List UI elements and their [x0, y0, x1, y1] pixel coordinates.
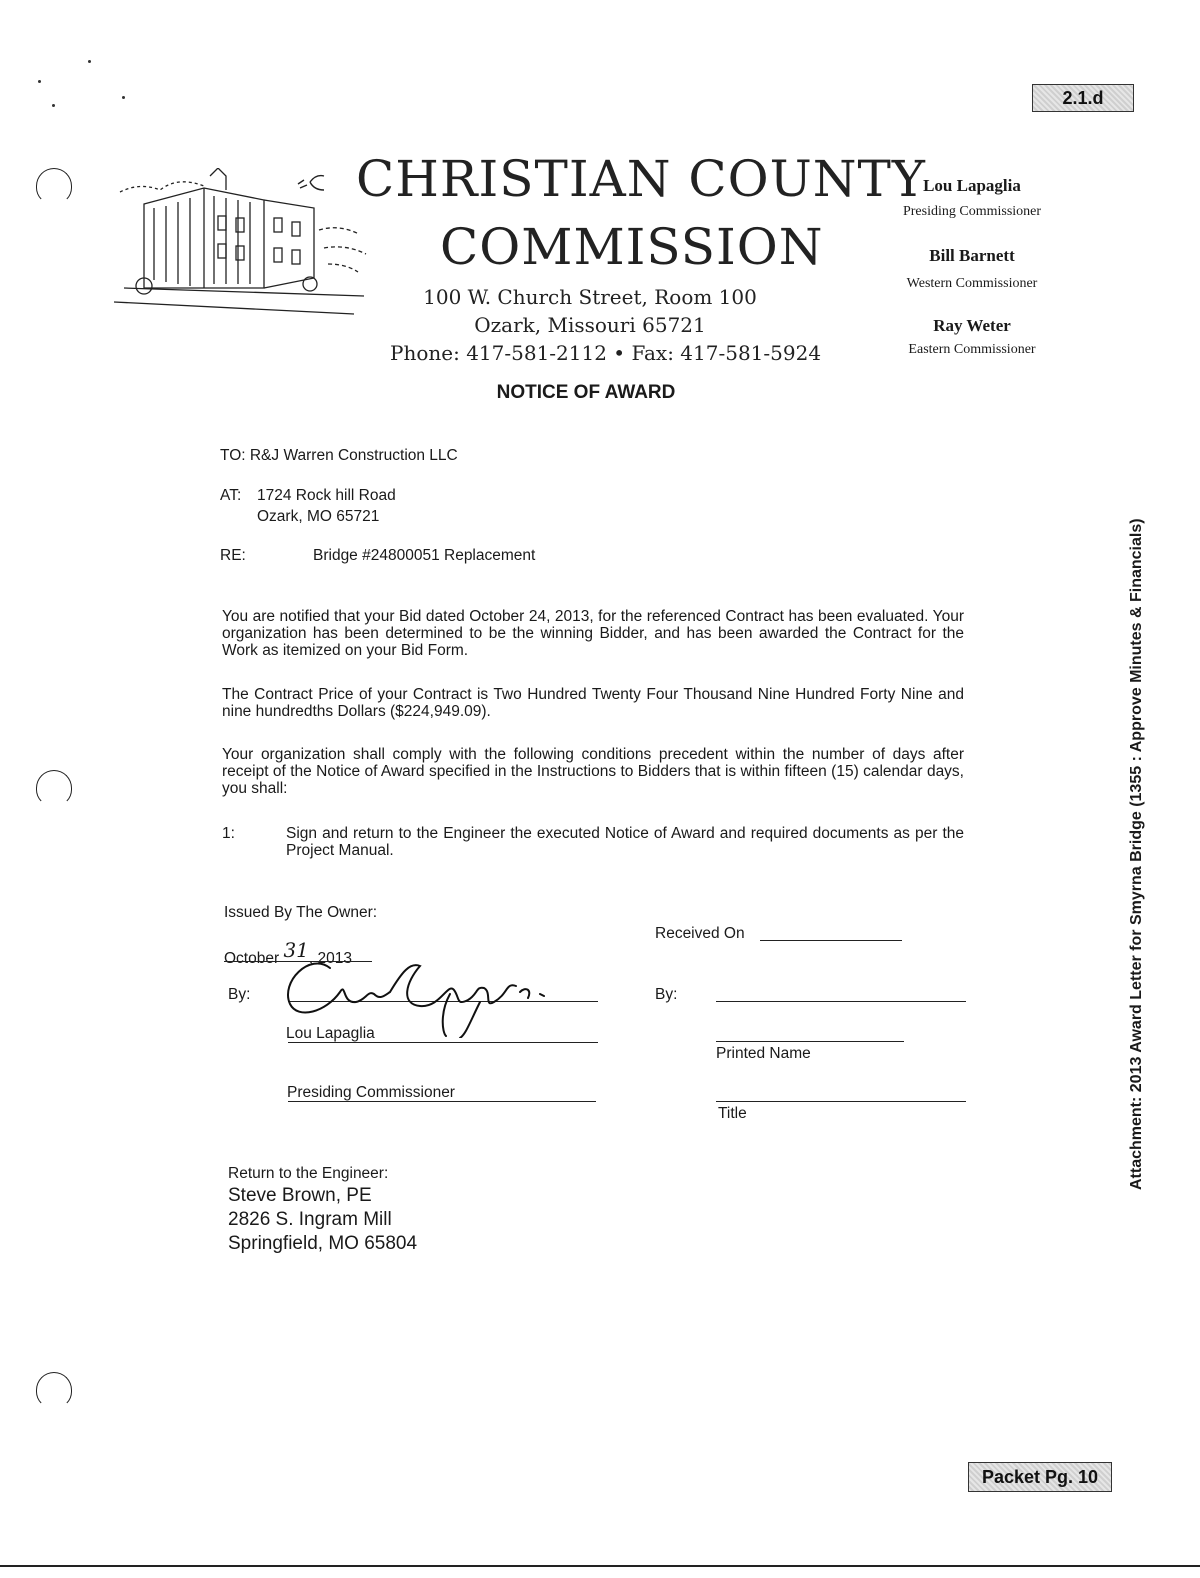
issue-date-day: 31: [283, 938, 309, 962]
condition-text: Sign and return to the Engineer the executed Notice of Award and required documents as per the Project Manual.: [286, 825, 964, 859]
by-label-right: By:: [655, 986, 678, 1003]
by-label-left: By:: [228, 986, 251, 1003]
received-on-line: [760, 940, 902, 941]
title-line-left: [288, 1101, 596, 1102]
engineer-name: Steve Brown, PE: [228, 1185, 372, 1206]
at-line2: Ozark, MO 65721: [257, 508, 380, 525]
title-label: Title: [718, 1105, 747, 1122]
issue-date-month: October: [224, 950, 280, 967]
address-line1: 100 W. Church Street, Room 100: [423, 285, 757, 309]
condition-number: 1:: [222, 825, 235, 842]
commissioner-title-3: Eastern Commissioner: [908, 342, 1036, 357]
scan-speck: [38, 80, 41, 83]
address-line2: Ozark, Missouri 65721: [474, 313, 706, 337]
engineer-city: Springfield, MO 65804: [228, 1233, 418, 1254]
notice-title: NOTICE OF AWARD: [496, 382, 676, 403]
scan-speck: [88, 60, 91, 63]
signature-mark: [270, 942, 570, 1038]
punch-hole-middle: [36, 770, 72, 806]
signer-title: Presiding Commissioner: [287, 1084, 455, 1101]
scan-speck: [52, 104, 55, 107]
bird-icon: [296, 172, 330, 194]
commissioner-name-1: Lou Lapaglia: [923, 176, 1021, 195]
punch-hole-bottom: [36, 1372, 72, 1408]
paragraph-bid: You are notified that your Bid dated October 24, 2013, for the referenced Contract has been evaluated. Your organization has been determined to be the winning Bidder, and has been awarded the Contract for the Work as itemized on your Bid Form.: [222, 608, 964, 659]
at-line1: 1724 Rock hill Road: [257, 487, 396, 504]
title-line-right: [716, 1101, 966, 1102]
phone-fax: Phone: 417-581-2112 • Fax: 417-581-5924: [390, 341, 822, 365]
printed-name-line: [716, 1041, 904, 1042]
return-label: Return to the Engineer:: [228, 1165, 389, 1182]
commission-title-line1: CHRISTIAN COUNTY: [356, 150, 926, 208]
scan-speck: [122, 96, 125, 99]
paragraph-price: The Contract Price of your Contract is Two Hundred Twenty Four Thousand Nine Hundred Forty Nine and nine hundredths Dollars ($224,949.09).: [222, 686, 964, 720]
at-label: AT:: [220, 487, 242, 504]
issued-by-label: Issued By The Owner:: [224, 904, 378, 921]
received-on-label: Received On: [655, 925, 745, 942]
engineer-street: 2826 S. Ingram Mill: [228, 1209, 392, 1230]
page-bottom-edge: [0, 1565, 1200, 1567]
commissioner-title-1: Presiding Commissioner: [902, 204, 1042, 219]
punch-hole-top: [36, 168, 72, 204]
printed-name-label: Printed Name: [716, 1045, 811, 1062]
re-value: Bridge #24800051 Replacement: [313, 547, 536, 564]
issue-date-year: , 2013: [308, 950, 353, 967]
name-line: [288, 1042, 598, 1043]
commissioner-name-3: Ray Weter: [933, 316, 1011, 335]
commission-title-line2: COMMISSION: [440, 218, 824, 276]
attachment-side-text: Attachment: 2013 Award Letter for Smyrna Bridge (1355 : Approve Minutes & Financials): [1128, 518, 1145, 1190]
commissioner-name-2: Bill Barnett: [929, 246, 1015, 265]
packet-page-badge: Packet Pg. 10: [968, 1462, 1112, 1492]
received-by-line: [716, 1001, 966, 1002]
commissioner-title-2: Western Commissioner: [906, 276, 1038, 291]
signer-name: Lou Lapaglia: [286, 1025, 375, 1042]
page-badge: 2.1.d: [1032, 84, 1134, 112]
to-line: TO: R&J Warren Construction LLC: [220, 447, 458, 464]
re-label: RE:: [220, 547, 246, 564]
courthouse-illustration: [114, 168, 374, 318]
paragraph-conditions: Your organization shall comply with the following conditions precedent within the number of days after receipt of the Notice of Award specified in the Instructions to Bidders that is within fifteen (15) calendar days, you shall:: [222, 746, 964, 797]
